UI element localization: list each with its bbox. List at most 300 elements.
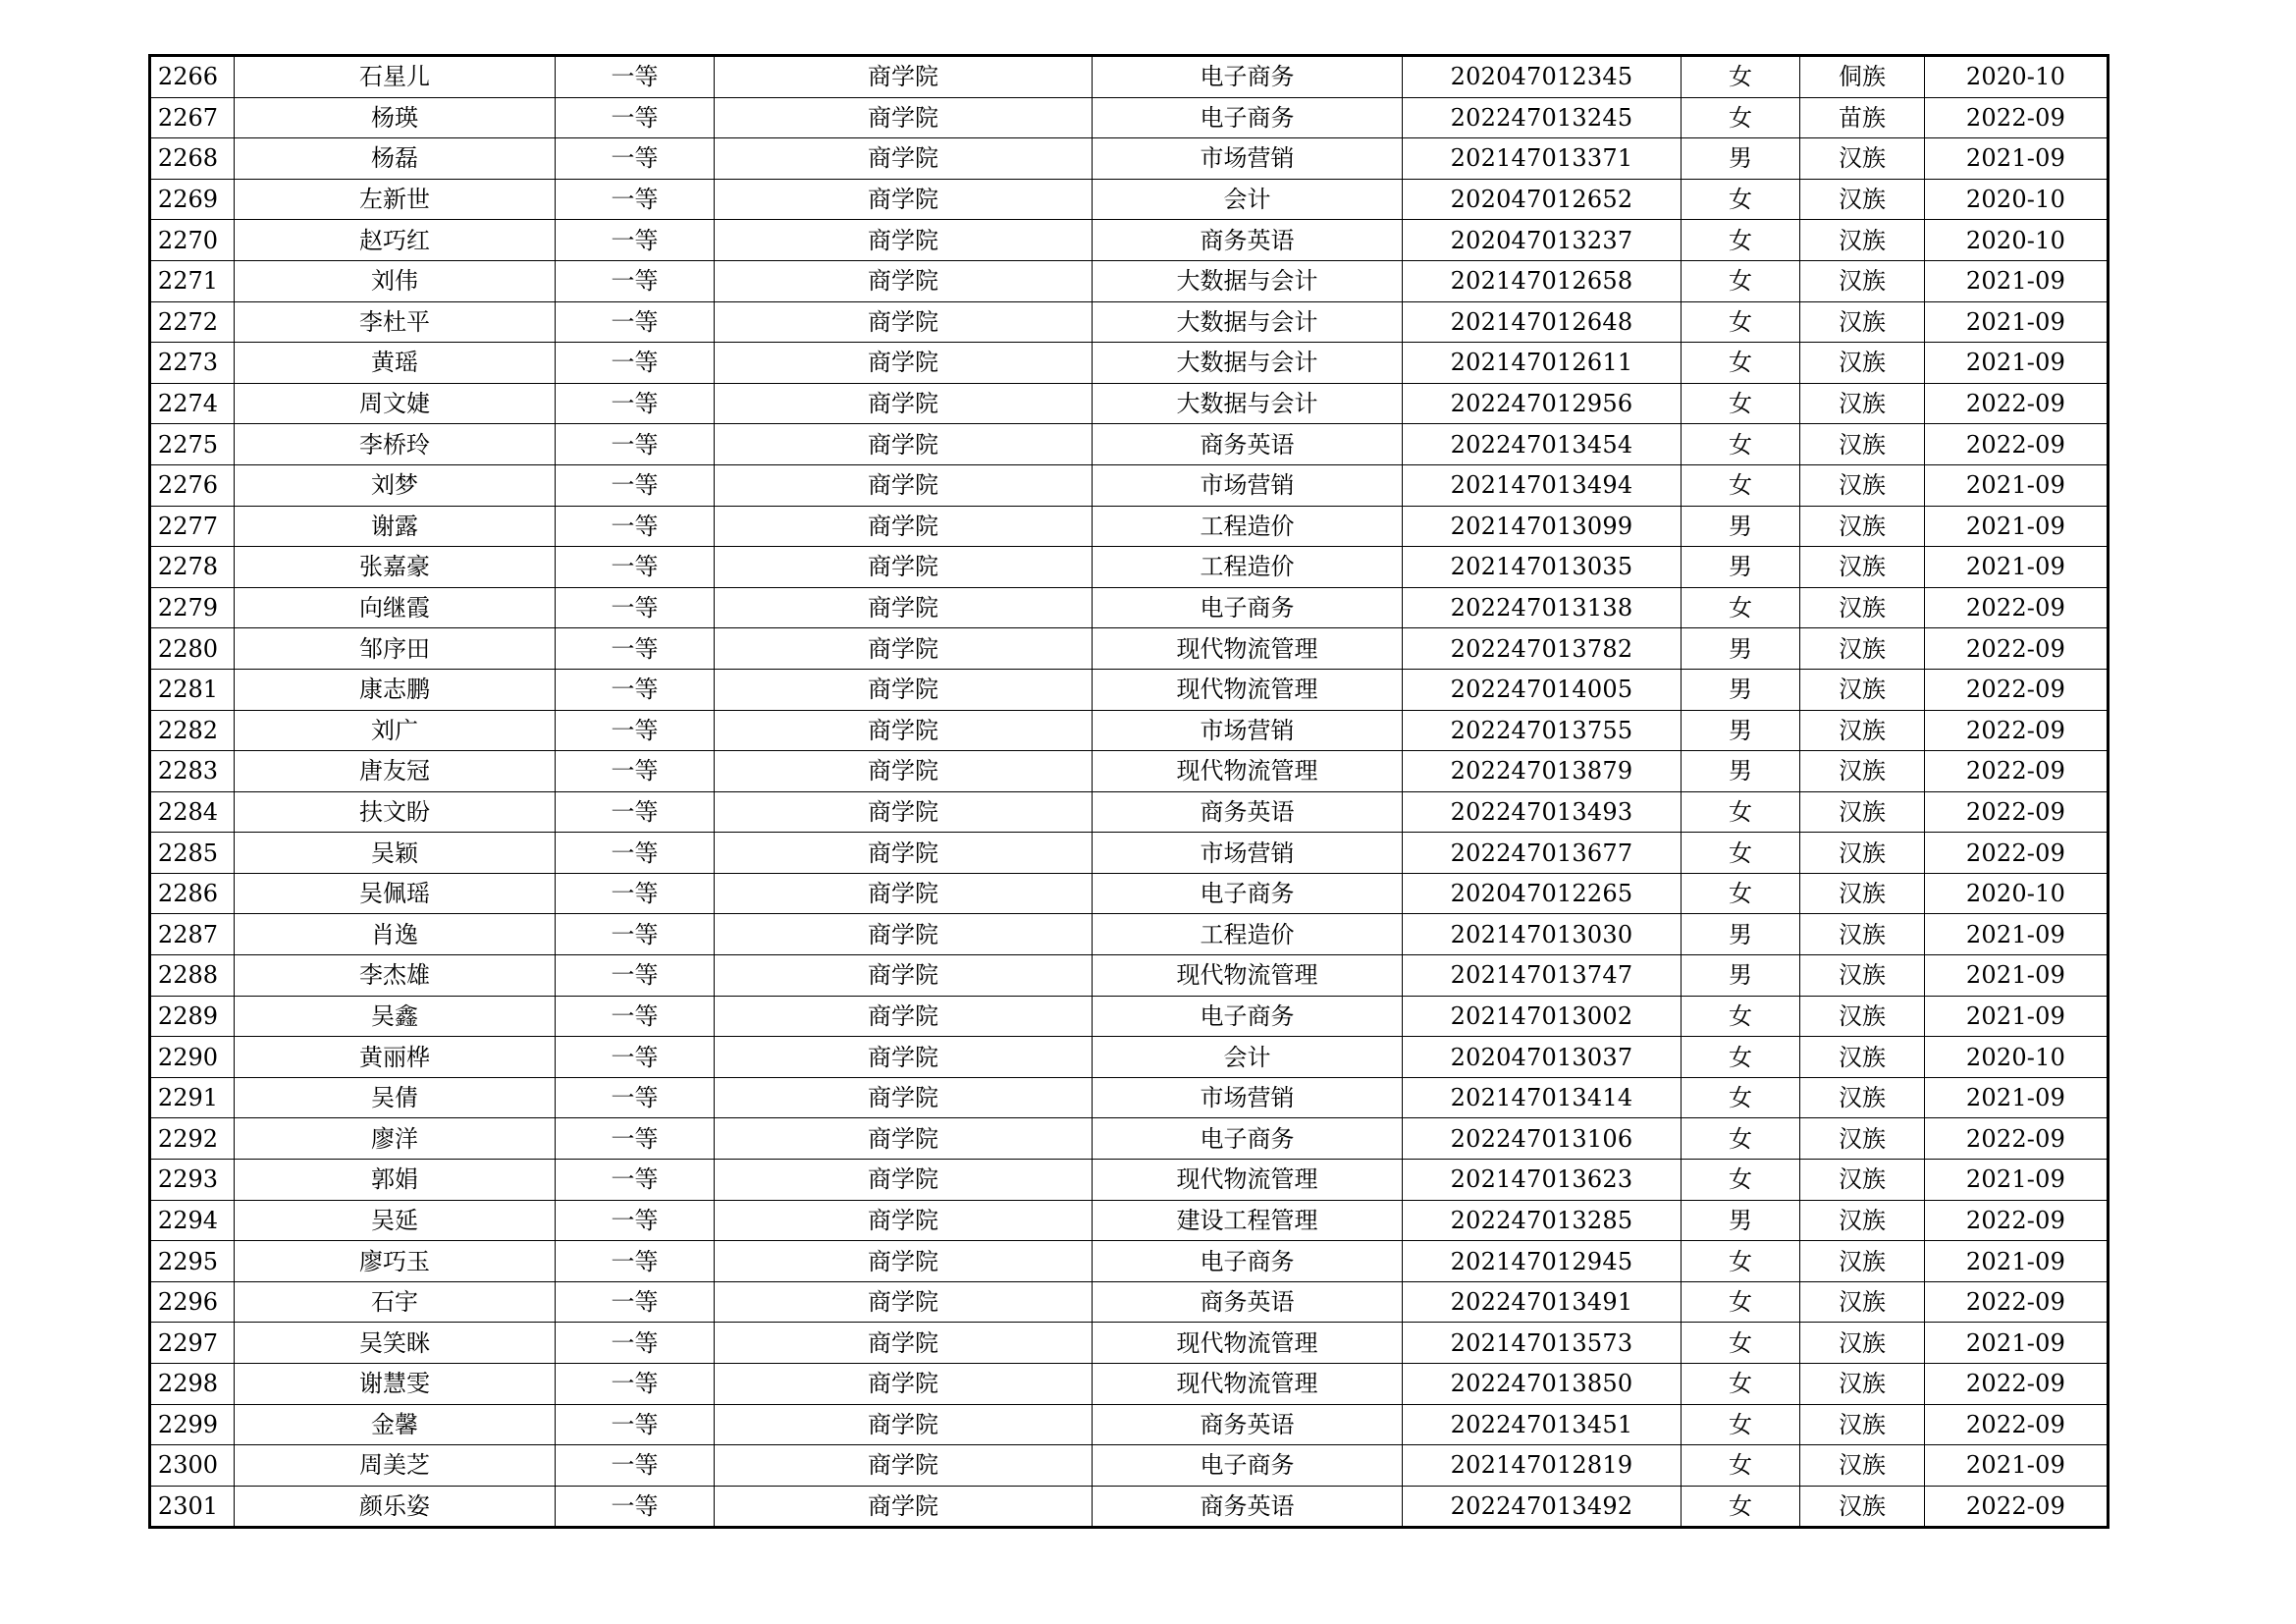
major-name-cell: 电子商务 bbox=[1093, 97, 1403, 138]
student-name-cell: 黄丽桦 bbox=[235, 1037, 556, 1078]
enrollment-date-cell: 2020-10 bbox=[1925, 1037, 2109, 1078]
gender-cell: 女 bbox=[1682, 587, 1800, 628]
row-number-cell: 2279 bbox=[150, 587, 235, 628]
college-name-cell: 商学院 bbox=[715, 506, 1093, 547]
award-level-cell: 一等 bbox=[556, 1200, 715, 1241]
college-name-cell: 商学院 bbox=[715, 669, 1093, 710]
table-row bbox=[150, 179, 2109, 220]
student-id-cell: 202247013493 bbox=[1403, 791, 1682, 833]
gender-cell: 女 bbox=[1682, 260, 1800, 301]
table-row bbox=[150, 996, 2109, 1037]
enrollment-date-cell: 2022-09 bbox=[1925, 833, 2109, 874]
college-name-cell: 商学院 bbox=[715, 301, 1093, 343]
row-number-cell: 2273 bbox=[150, 343, 235, 384]
award-level-cell: 一等 bbox=[556, 833, 715, 874]
table-row bbox=[150, 1241, 2109, 1282]
row-number-cell: 2283 bbox=[150, 751, 235, 792]
table-row bbox=[150, 1445, 2109, 1487]
gender-cell: 女 bbox=[1682, 791, 1800, 833]
award-level-cell: 一等 bbox=[556, 1077, 715, 1118]
college-name-cell: 商学院 bbox=[715, 914, 1093, 955]
table-row bbox=[150, 506, 2109, 547]
major-name-cell: 现代物流管理 bbox=[1093, 669, 1403, 710]
student-name-cell: 赵巧红 bbox=[235, 220, 556, 261]
enrollment-date-cell: 2021-09 bbox=[1925, 955, 2109, 997]
row-number-cell: 2286 bbox=[150, 873, 235, 914]
major-name-cell: 商务英语 bbox=[1093, 220, 1403, 261]
row-number-cell: 2271 bbox=[150, 260, 235, 301]
student-id-cell: 202247013454 bbox=[1403, 424, 1682, 465]
college-name-cell: 商学院 bbox=[715, 1323, 1093, 1364]
college-name-cell: 商学院 bbox=[715, 1404, 1093, 1445]
major-name-cell: 大数据与会计 bbox=[1093, 301, 1403, 343]
college-name-cell: 商学院 bbox=[715, 1241, 1093, 1282]
row-number-cell: 2292 bbox=[150, 1118, 235, 1160]
table-row bbox=[150, 1404, 2109, 1445]
college-name-cell: 商学院 bbox=[715, 833, 1093, 874]
student-id-cell: 202247013285 bbox=[1403, 1200, 1682, 1241]
college-name-cell: 商学院 bbox=[715, 383, 1093, 424]
enrollment-date-cell: 2022-09 bbox=[1925, 710, 2109, 751]
table-row bbox=[150, 464, 2109, 506]
table-row bbox=[150, 955, 2109, 997]
student-name-cell: 李杜平 bbox=[235, 301, 556, 343]
major-name-cell: 现代物流管理 bbox=[1093, 1323, 1403, 1364]
student-id-cell: 202247014005 bbox=[1403, 669, 1682, 710]
college-name-cell: 商学院 bbox=[715, 1118, 1093, 1160]
award-level-cell: 一等 bbox=[556, 260, 715, 301]
college-name-cell: 商学院 bbox=[715, 1200, 1093, 1241]
gender-cell: 男 bbox=[1682, 1200, 1800, 1241]
award-level-cell: 一等 bbox=[556, 343, 715, 384]
ethnicity-cell: 汉族 bbox=[1800, 547, 1925, 588]
ethnicity-cell: 汉族 bbox=[1800, 710, 1925, 751]
major-name-cell: 商务英语 bbox=[1093, 1404, 1403, 1445]
student-name-cell: 谢慧雯 bbox=[235, 1364, 556, 1405]
row-number-cell: 2276 bbox=[150, 464, 235, 506]
gender-cell: 男 bbox=[1682, 751, 1800, 792]
enrollment-date-cell: 2021-09 bbox=[1925, 301, 2109, 343]
college-name-cell: 商学院 bbox=[715, 1281, 1093, 1323]
student-id-cell: 202147013099 bbox=[1403, 506, 1682, 547]
gender-cell: 女 bbox=[1682, 179, 1800, 220]
award-level-cell: 一等 bbox=[556, 547, 715, 588]
ethnicity-cell: 汉族 bbox=[1800, 1404, 1925, 1445]
table-row bbox=[150, 1200, 2109, 1241]
major-name-cell: 商务英语 bbox=[1093, 1281, 1403, 1323]
student-id-cell: 202147013030 bbox=[1403, 914, 1682, 955]
major-name-cell: 商务英语 bbox=[1093, 1486, 1403, 1528]
major-name-cell: 建设工程管理 bbox=[1093, 1200, 1403, 1241]
enrollment-date-cell: 2020-10 bbox=[1925, 873, 2109, 914]
ethnicity-cell: 汉族 bbox=[1800, 179, 1925, 220]
ethnicity-cell: 汉族 bbox=[1800, 1364, 1925, 1405]
college-name-cell: 商学院 bbox=[715, 138, 1093, 180]
enrollment-date-cell: 2021-09 bbox=[1925, 138, 2109, 180]
gender-cell: 男 bbox=[1682, 710, 1800, 751]
row-number-cell: 2301 bbox=[150, 1486, 235, 1528]
enrollment-date-cell: 2021-09 bbox=[1925, 996, 2109, 1037]
gender-cell: 女 bbox=[1682, 97, 1800, 138]
major-name-cell: 会计 bbox=[1093, 179, 1403, 220]
college-name-cell: 商学院 bbox=[715, 424, 1093, 465]
student-name-cell: 吴延 bbox=[235, 1200, 556, 1241]
gender-cell: 女 bbox=[1682, 1160, 1800, 1201]
table-row bbox=[150, 587, 2109, 628]
student-id-cell: 202147013414 bbox=[1403, 1077, 1682, 1118]
student-id-cell: 202147013747 bbox=[1403, 955, 1682, 997]
college-name-cell: 商学院 bbox=[715, 1445, 1093, 1487]
student-name-cell: 廖巧玉 bbox=[235, 1241, 556, 1282]
major-name-cell: 电子商务 bbox=[1093, 1118, 1403, 1160]
gender-cell: 女 bbox=[1682, 464, 1800, 506]
gender-cell: 女 bbox=[1682, 996, 1800, 1037]
student-id-cell: 202247013850 bbox=[1403, 1364, 1682, 1405]
ethnicity-cell: 汉族 bbox=[1800, 301, 1925, 343]
table-row bbox=[150, 424, 2109, 465]
row-number-cell: 2293 bbox=[150, 1160, 235, 1201]
award-level-cell: 一等 bbox=[556, 873, 715, 914]
student-name-cell: 吴鑫 bbox=[235, 996, 556, 1037]
student-id-cell: 202147013623 bbox=[1403, 1160, 1682, 1201]
row-number-cell: 2296 bbox=[150, 1281, 235, 1323]
ethnicity-cell: 汉族 bbox=[1800, 506, 1925, 547]
enrollment-date-cell: 2022-09 bbox=[1925, 383, 2109, 424]
award-level-cell: 一等 bbox=[556, 628, 715, 670]
enrollment-date-cell: 2021-09 bbox=[1925, 1077, 2109, 1118]
gender-cell: 女 bbox=[1682, 1241, 1800, 1282]
ethnicity-cell: 汉族 bbox=[1800, 996, 1925, 1037]
major-name-cell: 商务英语 bbox=[1093, 791, 1403, 833]
enrollment-date-cell: 2021-09 bbox=[1925, 1323, 2109, 1364]
enrollment-date-cell: 2022-09 bbox=[1925, 791, 2109, 833]
student-id-cell: 202247013451 bbox=[1403, 1404, 1682, 1445]
award-level-cell: 一等 bbox=[556, 955, 715, 997]
award-level-cell: 一等 bbox=[556, 710, 715, 751]
enrollment-date-cell: 2022-09 bbox=[1925, 1118, 2109, 1160]
gender-cell: 女 bbox=[1682, 1077, 1800, 1118]
student-name-cell: 廖洋 bbox=[235, 1118, 556, 1160]
student-name-cell: 邹序田 bbox=[235, 628, 556, 670]
ethnicity-cell: 汉族 bbox=[1800, 751, 1925, 792]
college-name-cell: 商学院 bbox=[715, 343, 1093, 384]
row-number-cell: 2288 bbox=[150, 955, 235, 997]
table-row bbox=[150, 710, 2109, 751]
award-level-cell: 一等 bbox=[556, 1118, 715, 1160]
ethnicity-cell: 汉族 bbox=[1800, 1160, 1925, 1201]
table-row bbox=[150, 97, 2109, 138]
table-row bbox=[150, 138, 2109, 180]
ethnicity-cell: 汉族 bbox=[1800, 955, 1925, 997]
ethnicity-cell: 汉族 bbox=[1800, 669, 1925, 710]
student-id-cell: 202147012611 bbox=[1403, 343, 1682, 384]
student-id-cell: 202147012648 bbox=[1403, 301, 1682, 343]
table-row bbox=[150, 1160, 2109, 1201]
row-number-cell: 2268 bbox=[150, 138, 235, 180]
award-level-cell: 一等 bbox=[556, 791, 715, 833]
enrollment-date-cell: 2022-09 bbox=[1925, 1486, 2109, 1528]
gender-cell: 男 bbox=[1682, 955, 1800, 997]
row-number-cell: 2285 bbox=[150, 833, 235, 874]
student-name-cell: 吴笑眯 bbox=[235, 1323, 556, 1364]
row-number-cell: 2278 bbox=[150, 547, 235, 588]
enrollment-date-cell: 2022-09 bbox=[1925, 628, 2109, 670]
student-name-cell: 唐友冠 bbox=[235, 751, 556, 792]
student-id-cell: 202247013492 bbox=[1403, 1486, 1682, 1528]
award-level-cell: 一等 bbox=[556, 996, 715, 1037]
award-level-cell: 一等 bbox=[556, 97, 715, 138]
row-number-cell: 2299 bbox=[150, 1404, 235, 1445]
gender-cell: 男 bbox=[1682, 914, 1800, 955]
award-level-cell: 一等 bbox=[556, 424, 715, 465]
award-level-cell: 一等 bbox=[556, 220, 715, 261]
major-name-cell: 大数据与会计 bbox=[1093, 260, 1403, 301]
student-name-cell: 刘广 bbox=[235, 710, 556, 751]
student-name-cell: 杨磊 bbox=[235, 138, 556, 180]
row-number-cell: 2284 bbox=[150, 791, 235, 833]
student-id-cell: 202147013494 bbox=[1403, 464, 1682, 506]
row-number-cell: 2295 bbox=[150, 1241, 235, 1282]
row-number-cell: 2282 bbox=[150, 710, 235, 751]
ethnicity-cell: 汉族 bbox=[1800, 1281, 1925, 1323]
enrollment-date-cell: 2021-09 bbox=[1925, 1445, 2109, 1487]
row-number-cell: 2297 bbox=[150, 1323, 235, 1364]
ethnicity-cell: 汉族 bbox=[1800, 833, 1925, 874]
enrollment-date-cell: 2021-09 bbox=[1925, 464, 2109, 506]
ethnicity-cell: 汉族 bbox=[1800, 914, 1925, 955]
major-name-cell: 市场营销 bbox=[1093, 464, 1403, 506]
ethnicity-cell: 汉族 bbox=[1800, 1486, 1925, 1528]
table-row bbox=[150, 383, 2109, 424]
table-row bbox=[150, 1037, 2109, 1078]
major-name-cell: 商务英语 bbox=[1093, 424, 1403, 465]
award-level-cell: 一等 bbox=[556, 1445, 715, 1487]
student-id-cell: 202147012658 bbox=[1403, 260, 1682, 301]
college-name-cell: 商学院 bbox=[715, 710, 1093, 751]
table-row bbox=[150, 220, 2109, 261]
enrollment-date-cell: 2021-09 bbox=[1925, 914, 2109, 955]
ethnicity-cell: 汉族 bbox=[1800, 383, 1925, 424]
row-number-cell: 2266 bbox=[150, 56, 235, 98]
student-id-cell: 202147013002 bbox=[1403, 996, 1682, 1037]
college-name-cell: 商学院 bbox=[715, 1037, 1093, 1078]
ethnicity-cell: 汉族 bbox=[1800, 587, 1925, 628]
student-id-cell: 202247012956 bbox=[1403, 383, 1682, 424]
major-name-cell: 工程造价 bbox=[1093, 914, 1403, 955]
student-name-cell: 郭娟 bbox=[235, 1160, 556, 1201]
table-row bbox=[150, 669, 2109, 710]
award-level-cell: 一等 bbox=[556, 669, 715, 710]
row-number-cell: 2291 bbox=[150, 1077, 235, 1118]
college-name-cell: 商学院 bbox=[715, 1160, 1093, 1201]
enrollment-date-cell: 2020-10 bbox=[1925, 56, 2109, 98]
college-name-cell: 商学院 bbox=[715, 56, 1093, 98]
row-number-cell: 2289 bbox=[150, 996, 235, 1037]
gender-cell: 女 bbox=[1682, 873, 1800, 914]
ethnicity-cell: 汉族 bbox=[1800, 1200, 1925, 1241]
gender-cell: 女 bbox=[1682, 1486, 1800, 1528]
enrollment-date-cell: 2021-09 bbox=[1925, 506, 2109, 547]
college-name-cell: 商学院 bbox=[715, 464, 1093, 506]
enrollment-date-cell: 2020-10 bbox=[1925, 179, 2109, 220]
student-name-cell: 刘伟 bbox=[235, 260, 556, 301]
student-name-cell: 左新世 bbox=[235, 179, 556, 220]
gender-cell: 女 bbox=[1682, 1037, 1800, 1078]
enrollment-date-cell: 2021-09 bbox=[1925, 1160, 2109, 1201]
row-number-cell: 2274 bbox=[150, 383, 235, 424]
award-level-cell: 一等 bbox=[556, 383, 715, 424]
student-id-cell: 202247013879 bbox=[1403, 751, 1682, 792]
gender-cell: 女 bbox=[1682, 343, 1800, 384]
student-name-cell: 颜乐姿 bbox=[235, 1486, 556, 1528]
ethnicity-cell: 汉族 bbox=[1800, 343, 1925, 384]
table-row bbox=[150, 56, 2109, 98]
enrollment-date-cell: 2021-09 bbox=[1925, 260, 2109, 301]
student-id-cell: 202147012819 bbox=[1403, 1445, 1682, 1487]
ethnicity-cell: 汉族 bbox=[1800, 1077, 1925, 1118]
ethnicity-cell: 汉族 bbox=[1800, 1241, 1925, 1282]
major-name-cell: 现代物流管理 bbox=[1093, 955, 1403, 997]
student-id-cell: 202147012945 bbox=[1403, 1241, 1682, 1282]
gender-cell: 女 bbox=[1682, 833, 1800, 874]
row-number-cell: 2290 bbox=[150, 1037, 235, 1078]
table-row bbox=[150, 547, 2109, 588]
ethnicity-cell: 汉族 bbox=[1800, 1445, 1925, 1487]
major-name-cell: 市场营销 bbox=[1093, 138, 1403, 180]
award-level-cell: 一等 bbox=[556, 1486, 715, 1528]
student-name-cell: 吴倩 bbox=[235, 1077, 556, 1118]
table-row bbox=[150, 791, 2109, 833]
major-name-cell: 工程造价 bbox=[1093, 506, 1403, 547]
student-name-cell: 周文婕 bbox=[235, 383, 556, 424]
college-name-cell: 商学院 bbox=[715, 179, 1093, 220]
award-level-cell: 一等 bbox=[556, 1323, 715, 1364]
student-name-cell: 扶文盼 bbox=[235, 791, 556, 833]
award-level-cell: 一等 bbox=[556, 1404, 715, 1445]
award-level-cell: 一等 bbox=[556, 1241, 715, 1282]
student-id-cell: 202247013782 bbox=[1403, 628, 1682, 670]
student-name-cell: 周美芝 bbox=[235, 1445, 556, 1487]
major-name-cell: 现代物流管理 bbox=[1093, 751, 1403, 792]
student-name-cell: 李桥玲 bbox=[235, 424, 556, 465]
student-id-cell: 202047013237 bbox=[1403, 220, 1682, 261]
row-number-cell: 2287 bbox=[150, 914, 235, 955]
enrollment-date-cell: 2020-10 bbox=[1925, 220, 2109, 261]
ethnicity-cell: 汉族 bbox=[1800, 1118, 1925, 1160]
student-name-cell: 张嘉豪 bbox=[235, 547, 556, 588]
award-level-cell: 一等 bbox=[556, 1281, 715, 1323]
college-name-cell: 商学院 bbox=[715, 97, 1093, 138]
college-name-cell: 商学院 bbox=[715, 628, 1093, 670]
major-name-cell: 电子商务 bbox=[1093, 1445, 1403, 1487]
table-row bbox=[150, 751, 2109, 792]
student-id-cell: 202147013371 bbox=[1403, 138, 1682, 180]
row-number-cell: 2270 bbox=[150, 220, 235, 261]
award-level-cell: 一等 bbox=[556, 1364, 715, 1405]
ethnicity-cell: 汉族 bbox=[1800, 424, 1925, 465]
student-id-cell: 202247013491 bbox=[1403, 1281, 1682, 1323]
gender-cell: 男 bbox=[1682, 138, 1800, 180]
enrollment-date-cell: 2022-09 bbox=[1925, 1281, 2109, 1323]
gender-cell: 女 bbox=[1682, 56, 1800, 98]
award-level-cell: 一等 bbox=[556, 179, 715, 220]
gender-cell: 男 bbox=[1682, 628, 1800, 670]
enrollment-date-cell: 2022-09 bbox=[1925, 669, 2109, 710]
student-id-cell: 202247013677 bbox=[1403, 833, 1682, 874]
student-name-cell: 向继霞 bbox=[235, 587, 556, 628]
student-name-cell: 石星儿 bbox=[235, 56, 556, 98]
table-row bbox=[150, 301, 2109, 343]
college-name-cell: 商学院 bbox=[715, 220, 1093, 261]
row-number-cell: 2269 bbox=[150, 179, 235, 220]
award-level-cell: 一等 bbox=[556, 1037, 715, 1078]
college-name-cell: 商学院 bbox=[715, 996, 1093, 1037]
row-number-cell: 2272 bbox=[150, 301, 235, 343]
gender-cell: 女 bbox=[1682, 1404, 1800, 1445]
table-row bbox=[150, 1364, 2109, 1405]
enrollment-date-cell: 2022-09 bbox=[1925, 1364, 2109, 1405]
ethnicity-cell: 汉族 bbox=[1800, 873, 1925, 914]
student-id-cell: 202047012652 bbox=[1403, 179, 1682, 220]
row-number-cell: 2267 bbox=[150, 97, 235, 138]
award-level-cell: 一等 bbox=[556, 464, 715, 506]
ethnicity-cell: 苗族 bbox=[1800, 97, 1925, 138]
enrollment-date-cell: 2022-09 bbox=[1925, 424, 2109, 465]
student-id-cell: 202047012265 bbox=[1403, 873, 1682, 914]
student-name-cell: 李杰雄 bbox=[235, 955, 556, 997]
row-number-cell: 2275 bbox=[150, 424, 235, 465]
gender-cell: 女 bbox=[1682, 1323, 1800, 1364]
college-name-cell: 商学院 bbox=[715, 791, 1093, 833]
major-name-cell: 电子商务 bbox=[1093, 1241, 1403, 1282]
table-body bbox=[150, 56, 2109, 1528]
college-name-cell: 商学院 bbox=[715, 873, 1093, 914]
student-id-cell: 202247013138 bbox=[1403, 587, 1682, 628]
college-name-cell: 商学院 bbox=[715, 1364, 1093, 1405]
college-name-cell: 商学院 bbox=[715, 1077, 1093, 1118]
major-name-cell: 现代物流管理 bbox=[1093, 1160, 1403, 1201]
ethnicity-cell: 汉族 bbox=[1800, 1037, 1925, 1078]
table-row bbox=[150, 1077, 2109, 1118]
student-name-cell: 康志鹏 bbox=[235, 669, 556, 710]
table-row bbox=[150, 1118, 2109, 1160]
student-name-cell: 石宇 bbox=[235, 1281, 556, 1323]
major-name-cell: 电子商务 bbox=[1093, 56, 1403, 98]
enrollment-date-cell: 2022-09 bbox=[1925, 751, 2109, 792]
major-name-cell: 市场营销 bbox=[1093, 833, 1403, 874]
college-name-cell: 商学院 bbox=[715, 751, 1093, 792]
student-name-cell: 肖逸 bbox=[235, 914, 556, 955]
enrollment-date-cell: 2022-09 bbox=[1925, 587, 2109, 628]
major-name-cell: 市场营销 bbox=[1093, 710, 1403, 751]
student-list-table bbox=[148, 54, 2109, 1529]
enrollment-date-cell: 2021-09 bbox=[1925, 547, 2109, 588]
student-id-cell: 202047013037 bbox=[1403, 1037, 1682, 1078]
college-name-cell: 商学院 bbox=[715, 587, 1093, 628]
table-row bbox=[150, 1281, 2109, 1323]
major-name-cell: 工程造价 bbox=[1093, 547, 1403, 588]
student-name-cell: 金馨 bbox=[235, 1404, 556, 1445]
student-name-cell: 刘梦 bbox=[235, 464, 556, 506]
table-row bbox=[150, 914, 2109, 955]
row-number-cell: 2277 bbox=[150, 506, 235, 547]
college-name-cell: 商学院 bbox=[715, 260, 1093, 301]
enrollment-date-cell: 2021-09 bbox=[1925, 1241, 2109, 1282]
major-name-cell: 现代物流管理 bbox=[1093, 628, 1403, 670]
ethnicity-cell: 侗族 bbox=[1800, 56, 1925, 98]
gender-cell: 女 bbox=[1682, 301, 1800, 343]
major-name-cell: 电子商务 bbox=[1093, 587, 1403, 628]
